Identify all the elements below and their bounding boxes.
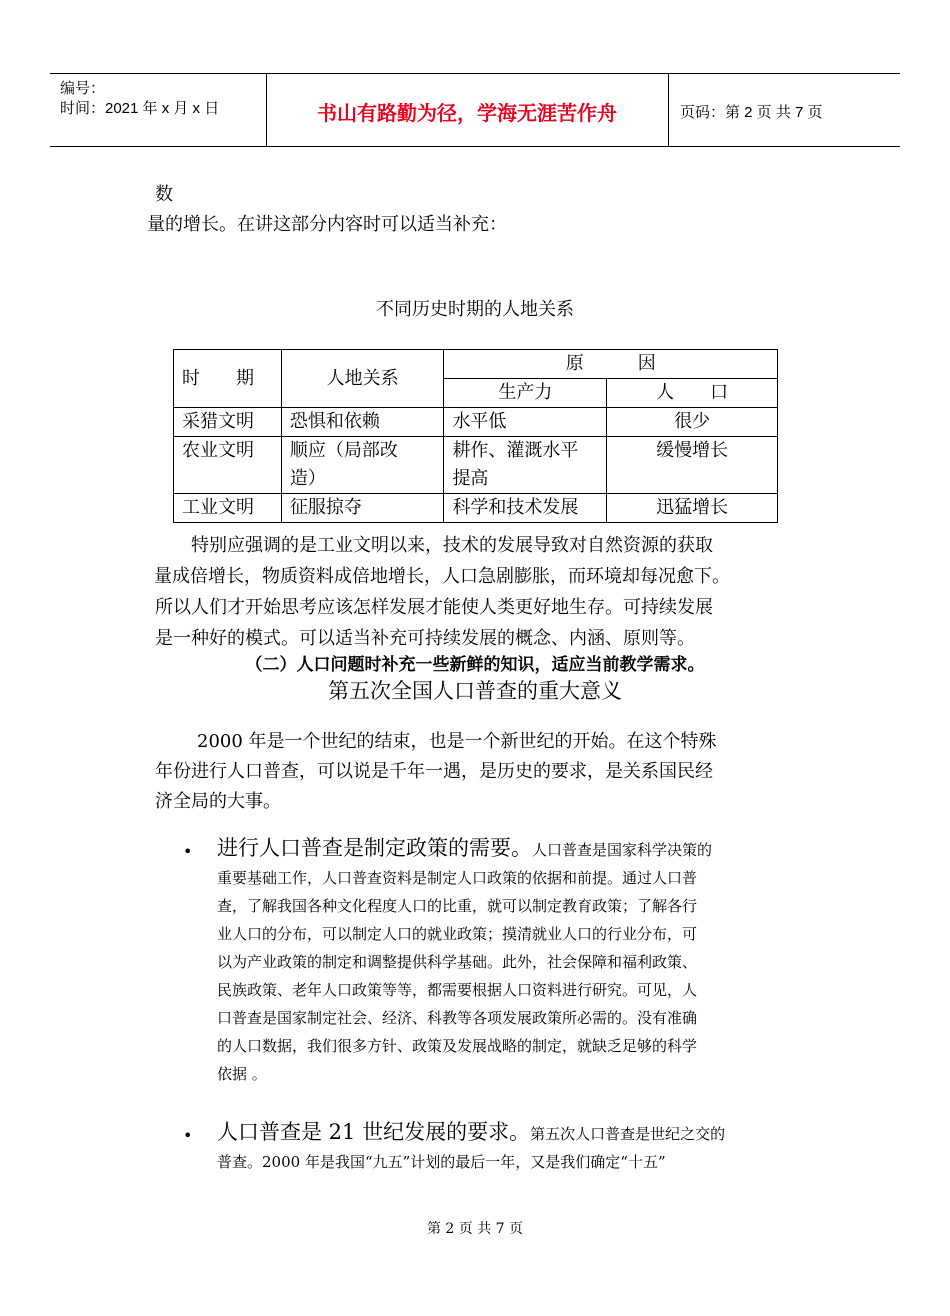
fragment-line-2: 量的增长。在讲这部分内容时可以适当补充： bbox=[147, 214, 507, 235]
table-cell: 迅猛增长 bbox=[607, 494, 778, 523]
header-cell-period: 时 期 bbox=[174, 350, 282, 408]
header-cell-population: 人 口 bbox=[607, 379, 778, 408]
header-divider-right bbox=[668, 73, 669, 146]
bullet-line: 的人口数据，我们很多方针、政策及发展战略的制定，就缺乏足够的科学 bbox=[217, 1037, 698, 1055]
header-motto: 书山有路勤为径，学海无涯苦作舟 bbox=[317, 101, 617, 125]
table-cell: 缓慢增长 bbox=[607, 437, 778, 494]
bullet-lead: 人口普查是 21 世纪发展的要求。 bbox=[217, 1120, 531, 1144]
table-cell: 恐惧和依赖 bbox=[281, 408, 444, 437]
table-row bbox=[174, 408, 778, 437]
bullet-line: 查，了解我国各种文化程度人口的比重，就可以制定教育政策；了解各行 bbox=[217, 897, 698, 915]
table-cell: 农业文明 bbox=[174, 437, 282, 494]
paragraph-line: 2000 年是一个世纪的结束，也是一个新世纪的开始。在这个特殊 bbox=[197, 731, 717, 752]
bullet-text: 人口普查是国家科学决策的 bbox=[532, 841, 713, 859]
table-cell: 很少 bbox=[607, 408, 778, 437]
paragraph-line: 是一种好的模式。可以适当补充可持续发展的概念、内涵、原则等。 bbox=[155, 628, 695, 649]
header-time-label: 时间：2021 年 x 月 x 日 bbox=[60, 100, 220, 117]
bullet-line: 业人口的分布，可以制定人口的就业政策；摸清就业人口的行业分布，可 bbox=[217, 925, 698, 943]
bullet-icon: • bbox=[183, 842, 193, 861]
table-cell: 工业文明 bbox=[174, 494, 282, 523]
table-cell-line: 提高 bbox=[452, 468, 489, 489]
bullet-line: 依据 。 bbox=[217, 1065, 267, 1083]
bullet-line: 民族政策、老年人口政策等等，都需要根据人口资料进行研究。可见，人 bbox=[217, 981, 698, 999]
bullet-icon: • bbox=[183, 1126, 193, 1145]
paragraph-line: 济全局的大事。 bbox=[155, 791, 281, 812]
table-title: 不同历史时期的人地关系 bbox=[376, 299, 574, 320]
table-cell bbox=[444, 437, 607, 494]
paragraph-line: 年份进行人口普查，可以说是千年一遇，是历史的要求，是关系国民经 bbox=[155, 761, 713, 782]
bullet-line: 普查。2000 年是我国“九五”计划的最后一年，又是我们确定“十五” bbox=[217, 1153, 666, 1171]
bullet-first-line bbox=[217, 834, 807, 864]
paragraph-line: 特别应强调的是工业文明以来，技术的发展导致对自然资源的获取 bbox=[191, 535, 713, 556]
census-intro-paragraph bbox=[155, 727, 805, 817]
bullet-text: 第五次人口普查是世纪之交的 bbox=[530, 1125, 726, 1143]
industrial-paragraph bbox=[155, 530, 810, 654]
header-number-label: 编号： bbox=[60, 80, 106, 97]
bullet-block-21st-century bbox=[217, 1118, 807, 1176]
header-cell-cause: 原 因 bbox=[444, 350, 778, 379]
table-cell-line: 造） bbox=[289, 468, 326, 489]
human-land-table bbox=[173, 349, 778, 523]
bullet-line: 重要基础工作，人口普查资料是制定人口政策的依据和前提。通过人口普 bbox=[217, 869, 698, 887]
header-page-label: 页码：第 2 页 共 7 页 bbox=[680, 104, 823, 121]
header-cell-productivity: 生产力 bbox=[444, 379, 607, 408]
header-bottom-rule bbox=[50, 146, 900, 147]
table-cell: 水平低 bbox=[444, 408, 607, 437]
table-row bbox=[174, 437, 778, 494]
census-title: 第五次全国人口普查的重大意义 bbox=[328, 679, 622, 703]
bullet-line: 口普查是国家制定社会、经济、科教等各项发展政策所必需的。没有准确 bbox=[217, 1009, 698, 1027]
table-cell: 征服掠夺 bbox=[281, 494, 444, 523]
fragment-line-1: 数 bbox=[155, 184, 173, 205]
header-top-rule bbox=[50, 73, 900, 74]
header-cell-relation: 人地关系 bbox=[281, 350, 444, 408]
paragraph-line: 量成倍增长，物质资料成倍地增长，人口急剧膨胀，而环境却每况愈下。 bbox=[154, 566, 730, 587]
bullet-first-line bbox=[217, 1118, 807, 1148]
table-cell bbox=[281, 437, 444, 494]
bullet-block-policy bbox=[217, 834, 807, 1088]
table-row bbox=[174, 494, 778, 523]
paragraph-line: 所以人们才开始思考应该怎样发展才能使人类更好地生存。可持续发展 bbox=[155, 597, 713, 618]
page-footer: 第 2 页 共 7 页 bbox=[426, 1221, 524, 1237]
table-cell-line: 耕作、灌溉水平 bbox=[452, 440, 579, 461]
table-cell: 科学和技术发展 bbox=[444, 494, 607, 523]
bullet-line: 以为产业政策的制定和调整提供科学基础。此外，社会保障和福利政策、 bbox=[217, 953, 698, 971]
table-cell: 采猎文明 bbox=[174, 408, 282, 437]
bullet-lead: 进行人口普查是制定政策的需要。 bbox=[217, 836, 532, 860]
table-cell-line: 顺应（局部改 bbox=[289, 440, 398, 461]
section-two-heading: （二）人口问题时补充一些新鲜的知识，适应当前教学需求。 bbox=[245, 655, 705, 675]
